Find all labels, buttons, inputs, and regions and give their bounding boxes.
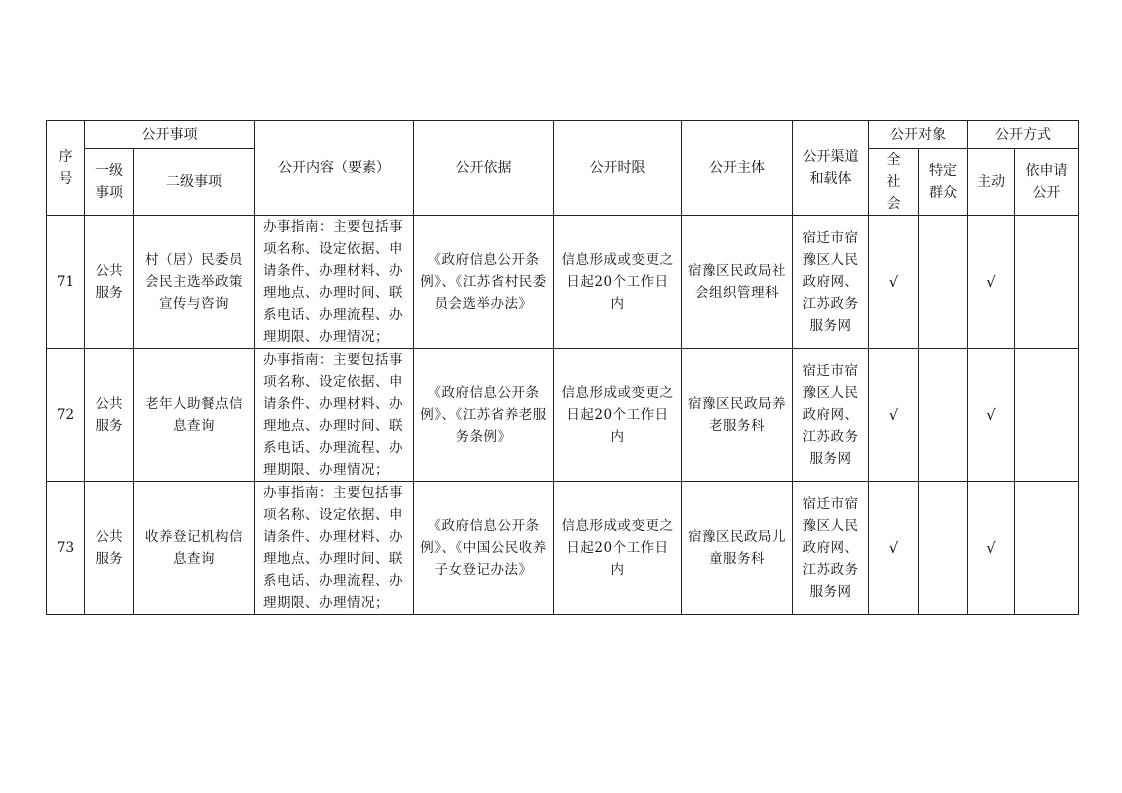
row-time-limit: 信息形成或变更之日起20个工作日内 — [554, 482, 682, 615]
header-method-request: 依申请公开 — [1015, 149, 1079, 216]
row-channel: 宿迁市宿豫区人民政府网、江苏政务服务网 — [793, 349, 869, 482]
header-matters: 公开事项 — [85, 121, 255, 149]
row-method-active-check: √ — [968, 482, 1015, 615]
header-time-limit: 公开时限 — [554, 121, 682, 216]
row-subject: 宿豫区民政局养老服务科 — [682, 349, 793, 482]
row-method-active-check: √ — [968, 216, 1015, 349]
row-level2: 收养登记机构信息查询 — [134, 482, 255, 615]
row-subject: 宿豫区民政局儿童服务科 — [682, 482, 793, 615]
row-content: 办事指南：主要包括事项名称、设定依据、申请条件、办理材料、办理地点、办理时间、联系电话、办理流程、办理期限、办理情况； — [255, 216, 414, 349]
header-subject: 公开主体 — [682, 121, 793, 216]
header-level1: 一级事项 — [85, 149, 134, 216]
table-row — [47, 349, 1079, 482]
table-row — [47, 216, 1079, 349]
row-time-limit: 信息形成或变更之日起20个工作日内 — [554, 349, 682, 482]
row-level1: 公共服务 — [85, 349, 134, 482]
row-seq: 72 — [47, 349, 85, 482]
header-level2: 二级事项 — [134, 149, 255, 216]
table-row — [47, 482, 1079, 615]
row-time-limit: 信息形成或变更之日起20个工作日内 — [554, 216, 682, 349]
header-audience-specific: 特定群众 — [919, 149, 968, 216]
row-basis: 《政府信息公开条例》、《江苏省养老服务条例》 — [414, 349, 554, 482]
row-method-request-check — [1015, 482, 1079, 615]
row-basis: 《政府信息公开条例》、《江苏省村民委员会选举办法》 — [414, 216, 554, 349]
disclosure-table — [46, 120, 1079, 615]
row-audience-specific-check — [919, 216, 968, 349]
header-basis: 公开依据 — [414, 121, 554, 216]
header-audience: 公开对象 — [869, 121, 968, 149]
row-audience-specific-check — [919, 349, 968, 482]
row-audience-specific-check — [919, 482, 968, 615]
header-audience-all: 全社会 — [869, 149, 919, 216]
header-row — [47, 121, 1079, 149]
row-method-request-check — [1015, 349, 1079, 482]
row-level2: 老年人助餐点信息查询 — [134, 349, 255, 482]
row-audience-all-check: √ — [869, 216, 919, 349]
row-level2: 村（居）民委员会民主选举政策宣传与咨询 — [134, 216, 255, 349]
header-channel: 公开渠道和载体 — [793, 121, 869, 216]
header-method: 公开方式 — [968, 121, 1079, 149]
row-level1: 公共服务 — [85, 216, 134, 349]
row-channel: 宿迁市宿豫区人民政府网、江苏政务服务网 — [793, 216, 869, 349]
header-seq: 序号 — [47, 121, 85, 216]
row-content: 办事指南：主要包括事项名称、设定依据、申请条件、办理材料、办理地点、办理时间、联系电话、办理流程、办理期限、办理情况； — [255, 482, 414, 615]
row-method-active-check: √ — [968, 349, 1015, 482]
row-seq: 73 — [47, 482, 85, 615]
header-method-active: 主动 — [968, 149, 1015, 216]
row-level1: 公共服务 — [85, 482, 134, 615]
row-method-request-check — [1015, 216, 1079, 349]
row-channel: 宿迁市宿豫区人民政府网、江苏政务服务网 — [793, 482, 869, 615]
row-audience-all-check: √ — [869, 349, 919, 482]
header-content: 公开内容（要素） — [255, 121, 414, 216]
row-subject: 宿豫区民政局社会组织管理科 — [682, 216, 793, 349]
row-seq: 71 — [47, 216, 85, 349]
row-content: 办事指南：主要包括事项名称、设定依据、申请条件、办理材料、办理地点、办理时间、联系电话、办理流程、办理期限、办理情况； — [255, 349, 414, 482]
row-basis: 《政府信息公开条例》、《中国公民收养子女登记办法》 — [414, 482, 554, 615]
row-audience-all-check: √ — [869, 482, 919, 615]
